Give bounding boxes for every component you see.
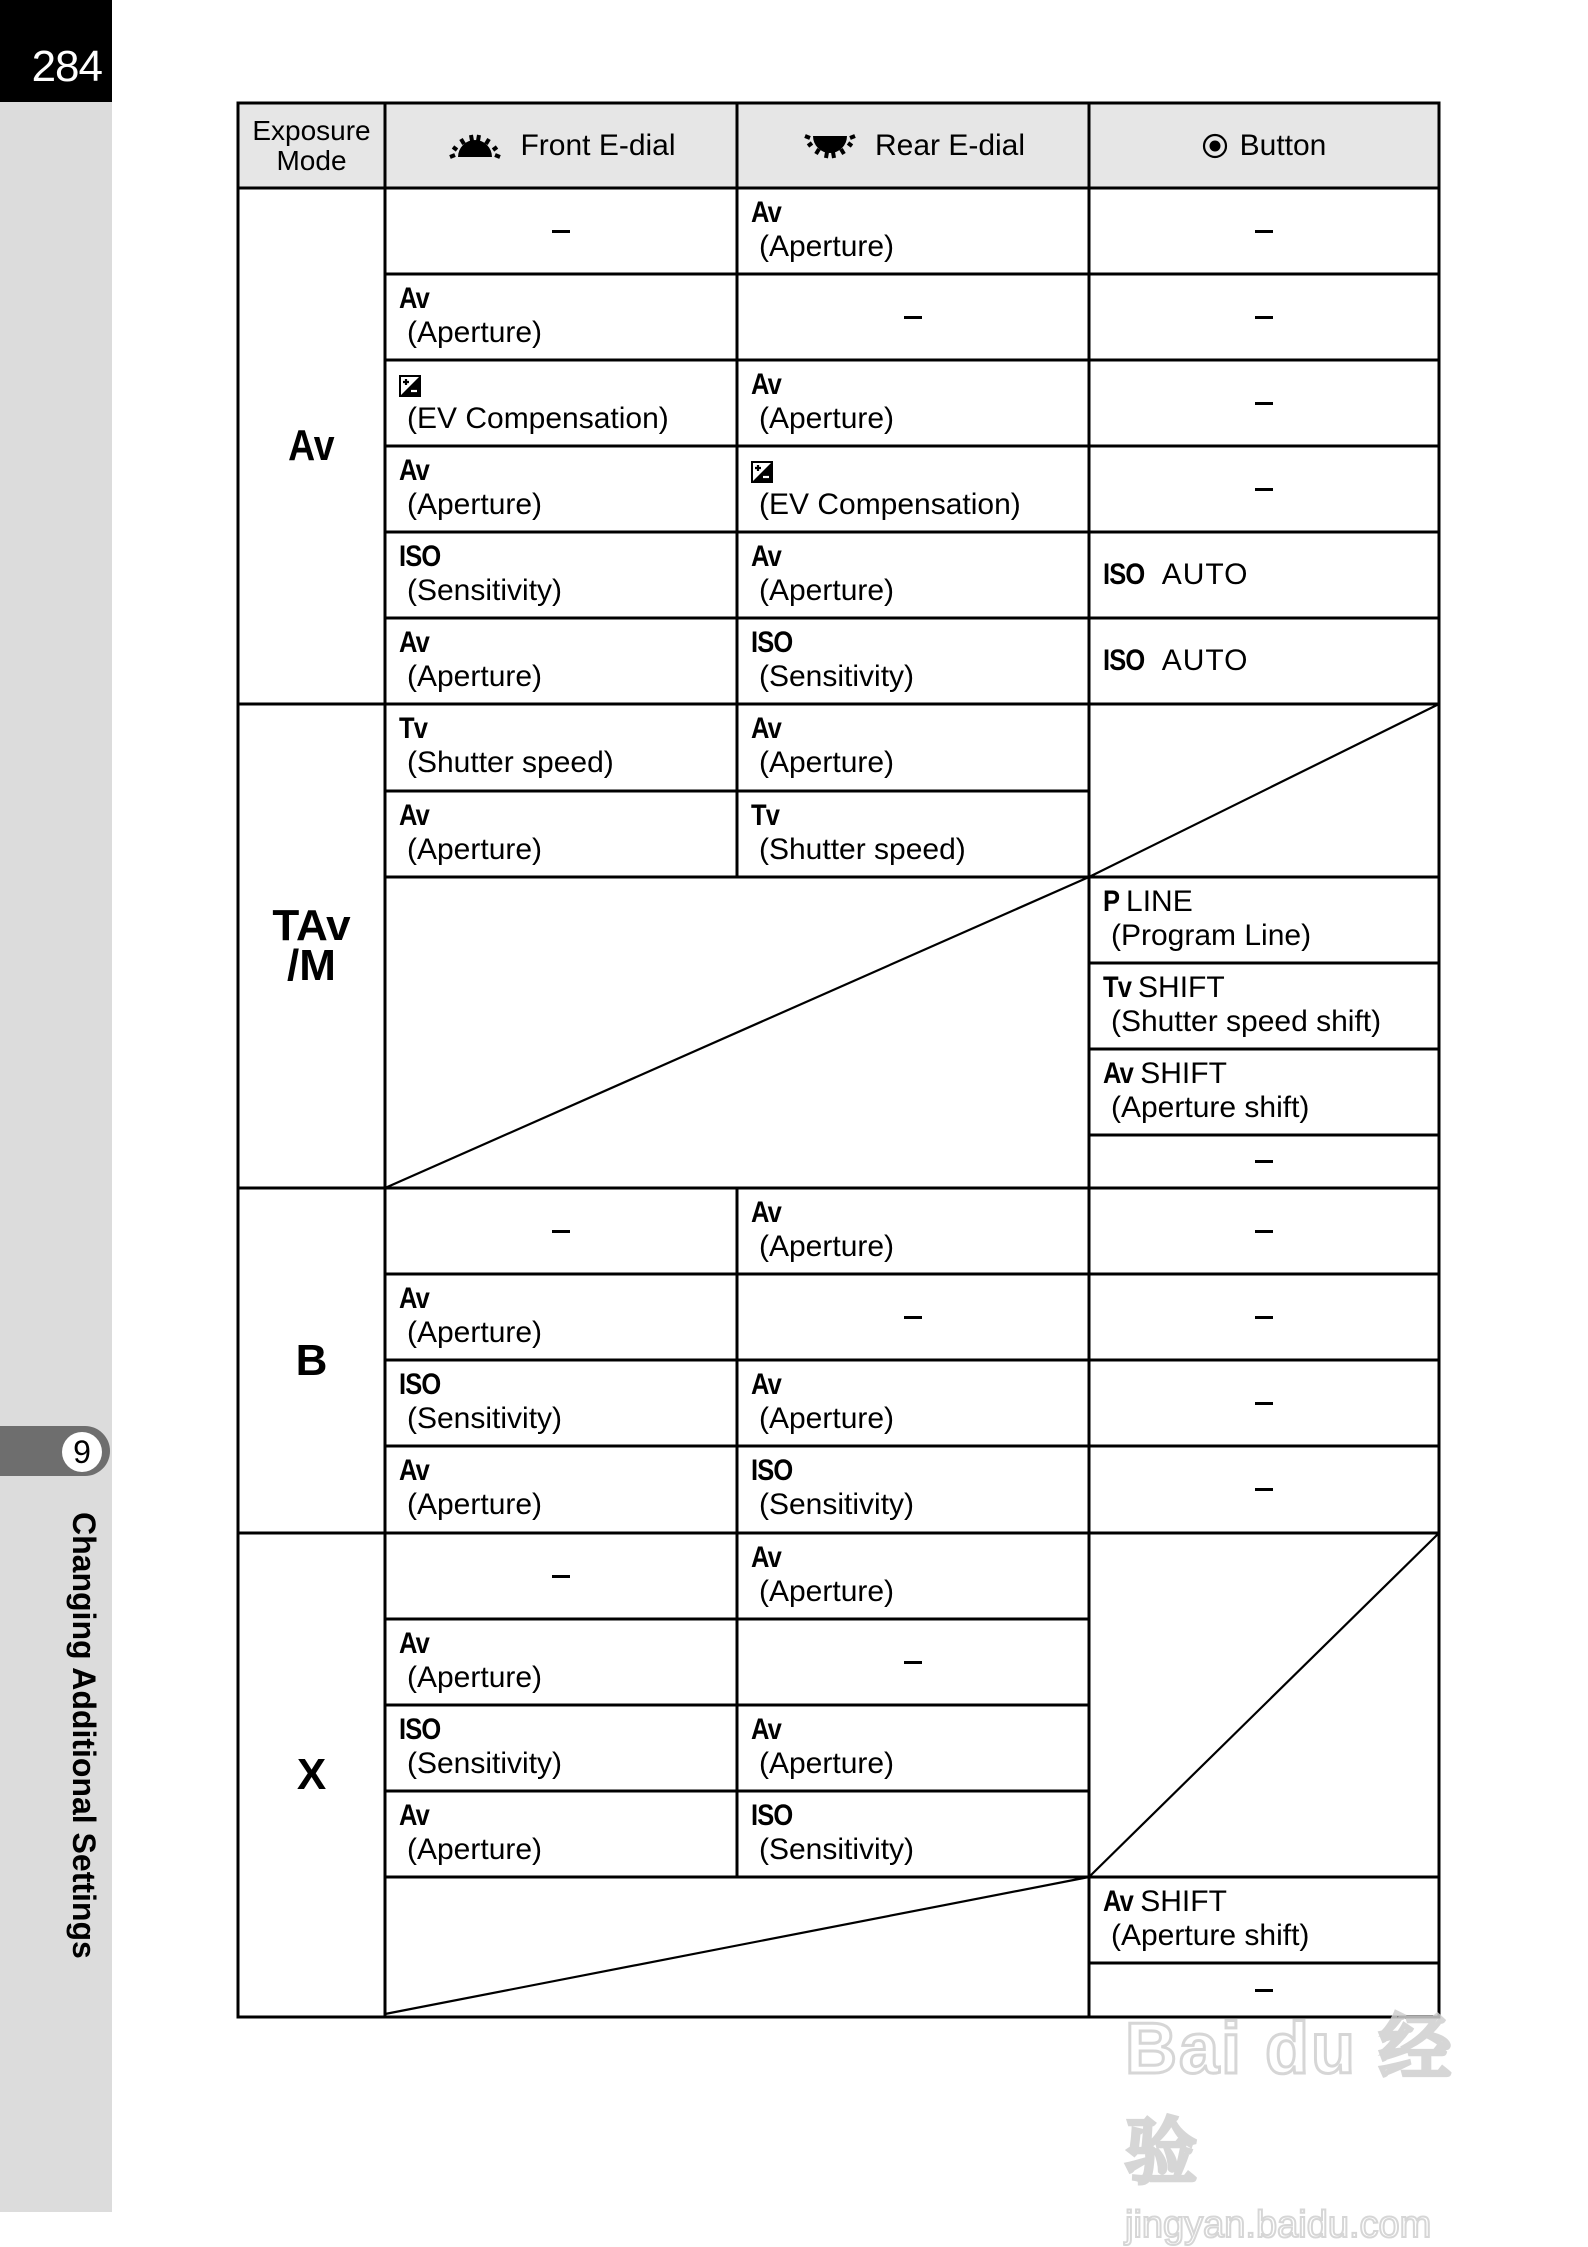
aperture-label: (Aperture) bbox=[759, 746, 895, 779]
shutter-speed-label: (Shutter speed) bbox=[759, 833, 966, 866]
aperture-label: (Aperture) bbox=[407, 833, 543, 866]
mode-x-label: X bbox=[296, 1750, 327, 1799]
sensitivity-label: (Sensitivity) bbox=[759, 1833, 915, 1866]
av-symbol: Av bbox=[399, 626, 429, 659]
baidu-watermark bbox=[1125, 1990, 1505, 2246]
av-symbol: Av bbox=[399, 1627, 429, 1660]
sensitivity-label: (Sensitivity) bbox=[759, 1488, 915, 1521]
chapter-number: 9 bbox=[62, 1432, 102, 1472]
av-symbol: Av bbox=[1103, 1885, 1133, 1918]
watermark-url: jingyan.baidu.com bbox=[1125, 2204, 1432, 2246]
av-symbol: Av bbox=[751, 712, 781, 745]
aperture-label: (Aperture) bbox=[759, 1575, 895, 1608]
av-symbol: Av bbox=[751, 540, 781, 573]
tv-symbol: Tv bbox=[399, 712, 428, 745]
aperture-shift-label: (Aperture shift) bbox=[1111, 1091, 1310, 1124]
av-symbol: Av bbox=[751, 1541, 781, 1574]
shutter-speed-shift-label: (Shutter speed shift) bbox=[1111, 1005, 1382, 1038]
chapter-title: Changing Additional Settings bbox=[66, 1512, 102, 1959]
shutter-speed-label: (Shutter speed) bbox=[407, 746, 614, 779]
sensitivity-label: (Sensitivity) bbox=[759, 660, 915, 693]
aperture-label: (Aperture) bbox=[759, 230, 895, 263]
shift-label: SHIFT bbox=[1140, 1057, 1227, 1090]
iso-symbol: ISO bbox=[751, 626, 793, 659]
aperture-shift-label: (Aperture shift) bbox=[1111, 1919, 1310, 1952]
av-symbol: Av bbox=[1103, 1057, 1133, 1090]
mode-m-label: /M bbox=[287, 941, 336, 990]
av-symbol: Av bbox=[399, 1454, 429, 1487]
mode-b-label: B bbox=[295, 1335, 328, 1385]
tv-symbol: Tv bbox=[751, 799, 780, 832]
sensitivity-label: (Sensitivity) bbox=[407, 1402, 563, 1435]
aperture-label: (Aperture) bbox=[759, 1402, 895, 1435]
aperture-label: (Aperture) bbox=[759, 1230, 895, 1263]
tv-symbol: Tv bbox=[1103, 971, 1132, 1004]
sensitivity-label: (Sensitivity) bbox=[407, 574, 563, 607]
av-symbol: Av bbox=[399, 282, 429, 315]
header-mode-line2: Mode bbox=[276, 144, 347, 176]
program-line-label: (Program Line) bbox=[1111, 919, 1312, 952]
p-symbol: P bbox=[1103, 885, 1120, 918]
iso-symbol: ISO bbox=[1103, 558, 1145, 591]
iso-symbol: ISO bbox=[751, 1799, 793, 1832]
aperture-label: (Aperture) bbox=[407, 1316, 543, 1349]
av-symbol: Av bbox=[399, 454, 429, 487]
shift-label: SHIFT bbox=[1138, 971, 1225, 1004]
aperture-label: (Aperture) bbox=[759, 574, 895, 607]
ev-compensation-label: (EV Compensation) bbox=[759, 488, 1021, 521]
iso-symbol: ISO bbox=[751, 1454, 793, 1487]
page-number-text: 284 bbox=[31, 42, 102, 91]
av-symbol: Av bbox=[399, 1282, 429, 1315]
shift-label: SHIFT bbox=[1140, 1885, 1227, 1918]
iso-symbol: ISO bbox=[399, 1368, 441, 1401]
av-symbol: Av bbox=[399, 1799, 429, 1832]
header-front-label: Front E-dial bbox=[520, 128, 676, 162]
iso-auto-label: AUTO bbox=[1161, 558, 1249, 591]
aperture-label: (Aperture) bbox=[407, 488, 543, 521]
av-symbol: Av bbox=[751, 368, 781, 401]
watermark-logo: Bai du 经验 bbox=[1125, 2009, 1454, 2193]
sensitivity-label: (Sensitivity) bbox=[407, 1747, 563, 1780]
av-symbol: Av bbox=[399, 799, 429, 832]
ev-compensation-label: (EV Compensation) bbox=[407, 402, 669, 435]
header-rear-label: Rear E-dial bbox=[874, 128, 1026, 162]
aperture-label: (Aperture) bbox=[407, 1661, 543, 1694]
aperture-label: (Aperture) bbox=[407, 1488, 543, 1521]
aperture-label: (Aperture) bbox=[407, 660, 543, 693]
aperture-label: (Aperture) bbox=[407, 1833, 543, 1866]
header-button-label: Button bbox=[1239, 128, 1327, 162]
mode-tav-label: TAv bbox=[272, 901, 351, 950]
p-line-label: LINE bbox=[1126, 885, 1193, 918]
aperture-label: (Aperture) bbox=[407, 316, 543, 349]
av-symbol: Av bbox=[751, 1196, 781, 1229]
mode-av-label: Av bbox=[288, 421, 335, 470]
iso-auto-label: AUTO bbox=[1161, 644, 1249, 677]
iso-symbol: ISO bbox=[399, 1713, 441, 1746]
header-mode-line1: Exposure bbox=[252, 114, 371, 146]
av-symbol: Av bbox=[751, 1713, 781, 1746]
av-symbol: Av bbox=[751, 196, 781, 229]
iso-symbol: ISO bbox=[399, 540, 441, 573]
av-symbol: Av bbox=[751, 1368, 781, 1401]
iso-symbol: ISO bbox=[1103, 644, 1145, 677]
aperture-label: (Aperture) bbox=[759, 1747, 895, 1780]
aperture-label: (Aperture) bbox=[759, 402, 895, 435]
